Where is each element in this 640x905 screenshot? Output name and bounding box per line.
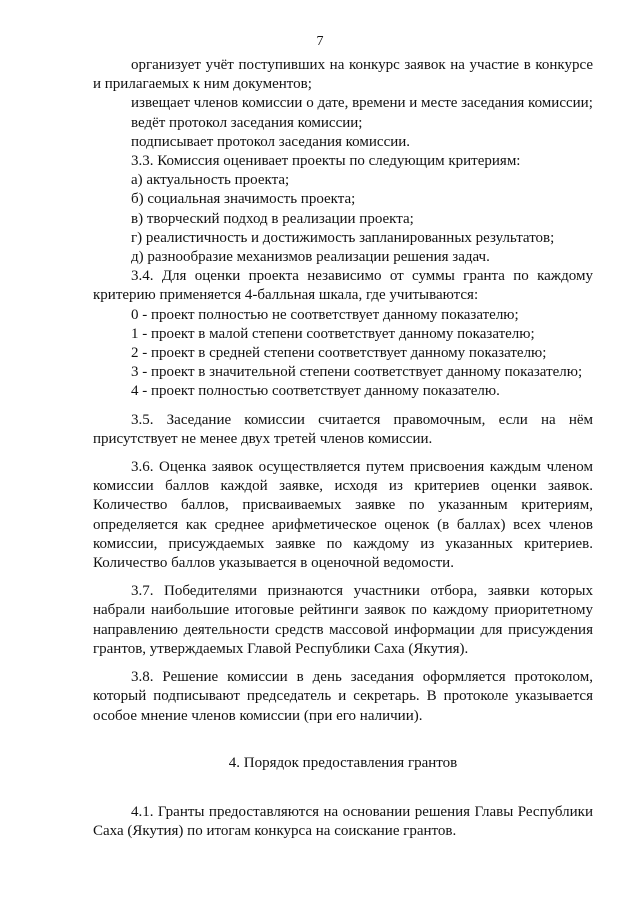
- page-number: 7: [316, 34, 324, 49]
- paragraph-3-4: 3.4. Для оценки проекта независимо от суммы гранта по каждому критерию применяется 4-балльная шкала, где учитываются:: [93, 268, 593, 304]
- paragraph-3-7: 3.7. Победителями признаются участники отбора, заявки которых набрали наибольшие итоговые рейтинги заявок по каждому приоритетному направлению деятельности средств массовой информации для присуждения грантов, утверждаемых Главой Республики Саха (Якутия).: [93, 583, 593, 657]
- paragraph-3-5: 3.5. Заседание комиссии считается правомочным, если на нём присутствует не менее двух третей членов комиссии.: [93, 411, 593, 447]
- paragraph-3-8: 3.8. Решение комиссии в день заседания оформляется протоколом, который подписывают председатель и секретарь. В протоколе указывается особое мнение членов комиссии (при его наличии).: [93, 669, 593, 724]
- paragraph-3-6: 3.6. Оценка заявок осуществляется путем присвоения каждым членом комиссии баллов каждой заявке, исходя из критериев оценки заявок. Количество баллов, присваиваемых заявке по указанным критериям, определяется как среднее арифметическое оценок (в баллах) всех членов комиссии, присуждаемых заявке по каждому из указанных критериев. Количество баллов указывается в оценочной ведомости.: [93, 459, 593, 572]
- paragraph-protocol-signing: подписывает протокол заседания комиссии.: [131, 133, 411, 150]
- paragraph-protocol-keeping: ведёт протокол заседания комиссии;: [131, 114, 363, 131]
- score-3: 3 - проект в значительной степени соответствует данному показателю;: [131, 364, 583, 381]
- paragraph-3-3: 3.3. Комиссия оценивает проекты по следующим критериям:: [131, 153, 521, 170]
- score-1: 1 - проект в малой степени соответствует данному показателю;: [131, 325, 535, 342]
- paragraph-notification: извещает членов комиссии о дате, времени и месте заседания комиссии;: [131, 95, 593, 112]
- section-heading: 4. Порядок предоставления грантов: [228, 754, 458, 771]
- paragraph-4-1: 4.1. Гранты предоставляются на основании решения Главы Республики Саха (Якутия) по итогам конкурса на соискание грантов.: [93, 803, 593, 840]
- score-0: 0 - проект полностью не соответствует данному показателю;: [131, 306, 519, 323]
- document-body: [93, 56, 593, 841]
- criterion-b: б) социальная значимость проекта;: [131, 191, 356, 208]
- criterion-d: г) реалистичность и достижимость запланированных результатов;: [131, 229, 555, 246]
- criterion-c: в) творческий подход в реализации проекта;: [131, 210, 414, 227]
- paragraph-registration: организует учёт поступивших на конкурс заявок на участие в конкурсе и прилагаемых к ним документов;: [93, 57, 593, 93]
- criterion-e: д) разнообразие механизмов реализации решения задач.: [131, 249, 490, 266]
- score-2: 2 - проект в средней степени соответствует данному показателю;: [131, 345, 547, 362]
- criterion-a: а) актуальность проекта;: [131, 172, 290, 189]
- score-4: 4 - проект полностью соответствует данному показателю.: [131, 383, 500, 400]
